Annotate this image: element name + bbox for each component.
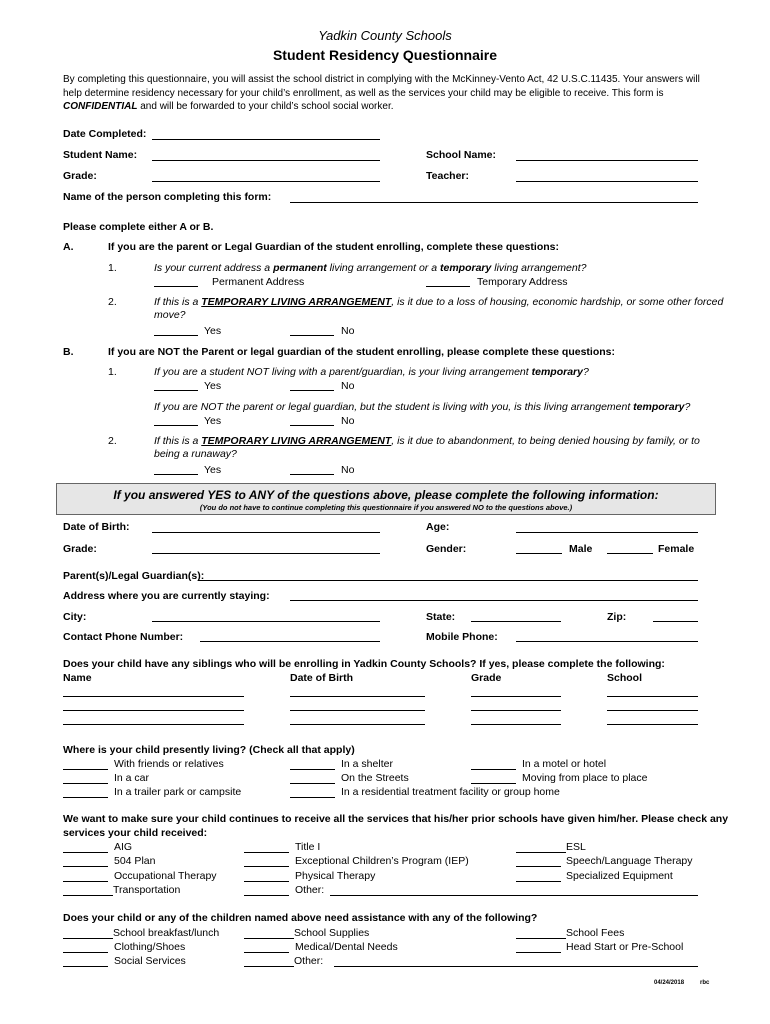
assistance-checkline-1[interactable] xyxy=(63,938,113,939)
a-q2-emph: TEMPORARY LIVING ARRANGEMENT xyxy=(201,296,392,308)
services-question-2: services your child received: xyxy=(63,827,208,839)
service-title-i: Title I xyxy=(295,841,321,853)
section-b-q1-number: 1. xyxy=(108,366,117,378)
services-question-1: We want to make sure your child continues to receive all the services that his/her prior schools have given him/her. Please check any xyxy=(63,813,729,825)
b-q1a-emph: temporary xyxy=(531,366,583,378)
intro-text-1: By completing this questionnaire, you will assist the school district in complying with the McKinney-Vento Act, 42 U.S.C.11435. Your answers will help determine residency necessary for your child’s enrollment, as well as the services your child may be eligible to receive. This form is xyxy=(63,74,700,99)
service-504: 504 Plan xyxy=(114,855,156,867)
living-checkline-7[interactable] xyxy=(63,797,108,798)
assist-fees: School Fees xyxy=(566,927,625,939)
intro-text-2: and will be forwarded to your child’s school social worker. xyxy=(137,101,394,112)
living-question: Where is your child presently living? (Check all that apply) xyxy=(63,744,355,756)
sibling-1-school-field[interactable] xyxy=(607,696,698,697)
living-checkline-2[interactable] xyxy=(290,769,335,770)
services-checkline-8[interactable] xyxy=(244,881,289,882)
b-q1a-yes: Yes xyxy=(204,380,222,392)
living-checkline-5[interactable] xyxy=(290,783,335,784)
student-name-field[interactable] xyxy=(152,160,380,161)
b-q1b-yes: Yes xyxy=(204,415,222,427)
intro-paragraph xyxy=(63,73,703,114)
footer-initials: rbc xyxy=(700,980,710,986)
assistance-checkline-3[interactable] xyxy=(516,938,566,939)
sibling-3-dob-field[interactable] xyxy=(290,724,425,725)
sibling-3-school-field[interactable] xyxy=(607,724,698,725)
b-q1b-emph: temporary xyxy=(633,401,685,413)
b-q2-yes: Yes xyxy=(204,464,222,476)
living-option-streets: On the Streets xyxy=(341,772,409,784)
a-q1-post: living arrangement? xyxy=(491,262,587,274)
b-q1b-post: ? xyxy=(684,401,691,413)
assist-clothing: Clothing/Shoes xyxy=(114,941,186,953)
gender-label: Gender: xyxy=(426,543,467,555)
services-checkline-5[interactable] xyxy=(244,866,289,867)
form-title: Student Residency Questionnaire xyxy=(272,47,498,63)
assistance-checkline-2[interactable] xyxy=(244,938,294,939)
service-iep: Exceptional Children’s Program (IEP) xyxy=(295,855,469,867)
sibling-2-dob-field[interactable] xyxy=(290,710,425,711)
services-checkline-6[interactable] xyxy=(516,866,561,867)
notice-box xyxy=(56,483,716,515)
a-q2-pre: If this is a xyxy=(154,296,202,308)
siblings-col-dob: Date of Birth xyxy=(290,672,353,684)
section-a-heading: If you are the parent or Legal Guardian of the student enrolling, complete these questions: xyxy=(108,241,559,253)
a-q1-pre: Is your current address a xyxy=(154,262,274,274)
assist-breakfast: School breakfast/lunch xyxy=(113,927,220,939)
age-label: Age: xyxy=(426,521,450,533)
person-completing-label: Name of the person completing this form: xyxy=(63,191,272,203)
living-option-car: In a car xyxy=(114,772,150,784)
info-grade-label: Grade: xyxy=(63,543,97,555)
section-b-letter: B. xyxy=(63,346,74,358)
service-speech: Speech/Language Therapy xyxy=(566,855,693,867)
assist-social-services: Social Services xyxy=(114,955,186,967)
grade-field[interactable] xyxy=(152,181,380,182)
section-b-q2-number: 2. xyxy=(108,435,117,447)
state-field[interactable] xyxy=(471,621,561,622)
sibling-2-school-field[interactable] xyxy=(607,710,698,711)
living-checkline-6[interactable] xyxy=(471,783,516,784)
male-label: Male xyxy=(569,543,593,555)
living-option-residential: In a residential treatment facility or group home xyxy=(341,786,560,798)
service-aig: AIG xyxy=(114,841,133,853)
service-occupational: Occupational Therapy xyxy=(114,870,217,882)
services-checkline-4[interactable] xyxy=(63,866,108,867)
service-other: Other: xyxy=(295,884,325,896)
footer-date: 04/24/2018 xyxy=(654,980,685,986)
dob-field[interactable] xyxy=(152,532,380,533)
section-a-letter: A. xyxy=(63,241,74,253)
section-a-q1-text xyxy=(154,262,586,274)
living-checkline-4[interactable] xyxy=(63,783,108,784)
dob-label: Date of Birth: xyxy=(63,521,130,533)
female-label: Female xyxy=(658,543,695,555)
city-label: City: xyxy=(63,611,87,623)
date-completed-field[interactable] xyxy=(152,139,380,140)
b-q2-no-checkline[interactable] xyxy=(290,474,334,475)
assist-supplies: School Supplies xyxy=(294,927,370,939)
section-a-q1-number: 1. xyxy=(108,262,117,274)
person-completing-field[interactable] xyxy=(290,202,698,203)
mobile-phone-label: Mobile Phone: xyxy=(426,631,498,643)
a-q2-line2: move? xyxy=(154,309,186,321)
b-q1a-yes-checkline[interactable] xyxy=(154,390,198,391)
section-a-q2-text xyxy=(154,296,723,308)
b-q1b-no: No xyxy=(341,415,355,427)
service-physical: Physical Therapy xyxy=(295,870,376,882)
assist-headstart: Head Start or Pre-School xyxy=(566,941,684,953)
notice-title: If you answered YES to ANY of the questions above, please complete the following information: xyxy=(113,488,659,502)
assistance-checkline-7[interactable] xyxy=(63,966,108,967)
b-q1a-no-checkline[interactable] xyxy=(290,390,334,391)
b-q2-no: No xyxy=(341,464,355,476)
services-checkline-1[interactable] xyxy=(63,852,108,853)
b-q2-emph: TEMPORARY LIVING ARRANGEMENT xyxy=(201,435,392,447)
assistance-question: Does your child or any of the children named above need assistance with any of the following? xyxy=(63,912,538,924)
b-q2-line2: being a runaway? xyxy=(154,448,237,460)
services-checkline-3[interactable] xyxy=(516,852,566,853)
sibling-1-dob-field[interactable] xyxy=(290,696,425,697)
assist-other: Other: xyxy=(294,955,324,967)
address-label: Address where you are currently staying: xyxy=(63,590,270,602)
zip-field[interactable] xyxy=(653,621,698,622)
date-completed-label: Date Completed: xyxy=(63,128,147,140)
section-b-q1a-text xyxy=(154,366,589,378)
b-q2-pre: If this is a xyxy=(154,435,202,447)
assistance-checkline-8[interactable] xyxy=(244,966,294,967)
living-checkline-1[interactable] xyxy=(63,769,108,770)
zip-label: Zip: xyxy=(607,611,627,623)
siblings-col-name: Name xyxy=(63,672,92,684)
student-name-label: Student Name: xyxy=(63,149,138,161)
address-field[interactable] xyxy=(290,600,698,601)
services-checkline-11[interactable] xyxy=(244,895,289,896)
assist-medical: Medical/Dental Needs xyxy=(295,941,398,953)
city-field[interactable] xyxy=(152,621,380,622)
teacher-label: Teacher: xyxy=(426,170,469,182)
living-checkline-3[interactable] xyxy=(471,769,516,770)
contact-phone-label: Contact Phone Number: xyxy=(63,631,184,643)
section-intro: Please complete either A or B. xyxy=(63,221,214,233)
a-q2-line1-post: , is it due to a loss of housing, economic hardship, or some other forced xyxy=(391,296,724,308)
living-option-friends: With friends or relatives xyxy=(114,758,224,770)
service-other-field[interactable] xyxy=(330,895,698,896)
notice-subtitle: (You do not have to continue completing this questionnaire if you answered NO to the questions above.) xyxy=(199,503,573,512)
parents-label: Parent(s)/Legal Guardian(s): xyxy=(63,570,205,582)
living-checkline-8[interactable] xyxy=(290,797,335,798)
a-q2-yes-checkline[interactable] xyxy=(154,335,198,336)
b-q1b-yes-checkline[interactable] xyxy=(154,425,198,426)
b-q1a-post: ? xyxy=(582,366,589,378)
living-option-trailer: In a trailer park or campsite xyxy=(114,786,242,798)
living-option-shelter: In a shelter xyxy=(341,758,393,770)
contact-phone-field[interactable] xyxy=(200,641,380,642)
school-name-label: School Name: xyxy=(426,149,497,161)
service-transportation: Transportation xyxy=(113,884,181,896)
parents-field[interactable] xyxy=(198,580,698,581)
sibling-3-grade-field[interactable] xyxy=(471,724,561,725)
section-b-q2-text xyxy=(154,435,700,447)
age-field[interactable] xyxy=(516,532,698,533)
sibling-3-name-field[interactable] xyxy=(63,724,244,725)
a-q2-yes: Yes xyxy=(204,325,222,337)
b-q1b-no-checkline[interactable] xyxy=(290,425,334,426)
section-b-q1b-text xyxy=(154,401,690,413)
siblings-col-school: School xyxy=(607,672,643,684)
service-esl: ESL xyxy=(566,841,586,853)
school-name-field[interactable] xyxy=(516,160,698,161)
district-name: Yadkin County Schools xyxy=(318,28,452,43)
sibling-1-name-field[interactable] xyxy=(63,696,244,697)
state-label: State: xyxy=(426,611,456,623)
b-q2-line1-post: , is it due to abandonment, to being denied housing by family, or to xyxy=(391,435,700,447)
services-checkline-10[interactable] xyxy=(63,895,113,896)
assistance-checkline-6[interactable] xyxy=(516,952,561,953)
a-q1-permanent-checkline[interactable] xyxy=(154,286,198,287)
sibling-2-name-field[interactable] xyxy=(63,710,244,711)
a-q1-temporary-checkline[interactable] xyxy=(426,286,470,287)
grade-label: Grade: xyxy=(63,170,97,182)
section-b-heading: If you are NOT the Parent or legal guardian of the student enrolling, please complete these questions: xyxy=(108,346,616,358)
services-checkline-9[interactable] xyxy=(516,881,561,882)
living-option-moving: Moving from place to place xyxy=(522,772,648,784)
a-q1-option-temporary: Temporary Address xyxy=(477,276,568,288)
male-checkline[interactable] xyxy=(516,553,562,554)
a-q2-no-checkline[interactable] xyxy=(290,335,334,336)
a-q1-option-permanent: Permanent Address xyxy=(212,276,305,288)
services-checkline-7[interactable] xyxy=(63,881,108,882)
b-q1a-no: No xyxy=(341,380,355,392)
siblings-question: Does your child have any siblings who will be enrolling in Yadkin County Schools? If yes, please complete the following: xyxy=(63,658,665,670)
assistance-checkline-5[interactable] xyxy=(244,952,289,953)
b-q1b-pre: If you are NOT the parent or legal guardian, but the student is living with you, is this living arrangement xyxy=(154,401,634,413)
mobile-phone-field[interactable] xyxy=(516,641,698,642)
a-q2-no: No xyxy=(341,325,355,337)
section-a-q2-number: 2. xyxy=(108,296,117,308)
assist-other-field[interactable] xyxy=(334,966,698,967)
assistance-checkline-4[interactable] xyxy=(63,952,108,953)
a-q1-temporary: temporary xyxy=(439,262,492,274)
a-q1-mid: living arrangement or a xyxy=(326,262,440,274)
b-q2-yes-checkline[interactable] xyxy=(154,474,198,475)
b-q1a-pre: If you are a student NOT living with a parent/guardian, is your living arrangement xyxy=(154,366,532,378)
sibling-2-grade-field[interactable] xyxy=(471,710,561,711)
sibling-1-grade-field[interactable] xyxy=(471,696,561,697)
intro-confidential: CONFIDENTIAL xyxy=(63,101,138,112)
services-checkline-2[interactable] xyxy=(244,852,289,853)
teacher-field[interactable] xyxy=(516,181,698,182)
living-option-motel: In a motel or hotel xyxy=(522,758,607,770)
service-equipment: Specialized Equipment xyxy=(566,870,673,882)
info-grade-field[interactable] xyxy=(152,553,380,554)
siblings-col-grade: Grade xyxy=(471,672,502,684)
a-q1-permanent: permanent xyxy=(273,262,327,274)
female-checkline[interactable] xyxy=(607,553,653,554)
